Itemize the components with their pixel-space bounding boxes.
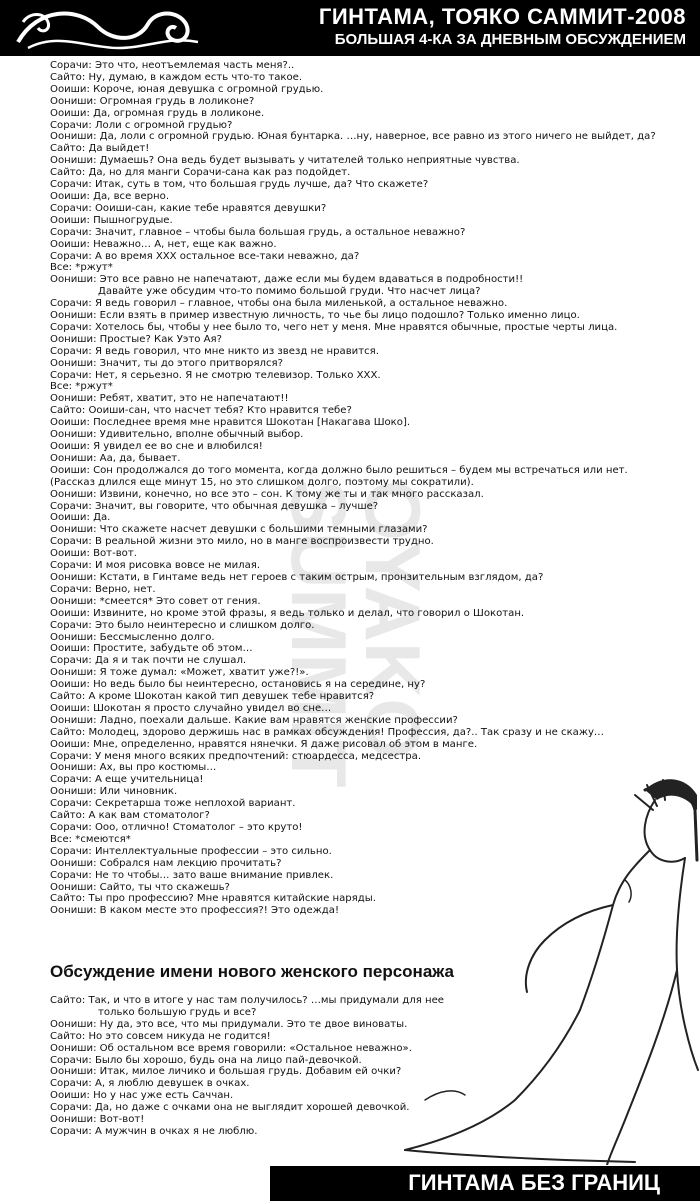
dialogue-line: Оониши: Ребят, хватит, это не напечатают!! <box>50 393 289 405</box>
dialogue-line: Ооиши: Извините, но кроме этой фразы, я ведь только и делал, что говорил о Шокотан. <box>50 607 525 619</box>
dialogue-line: Ооиши: Но ведь было бы неинтересно, остановись я на середине, ну? <box>50 679 426 691</box>
dialogue-line: Сорачи: Значит, вы говорите, что обычная девушка – лучше? <box>50 500 379 512</box>
dialogue-line: Сорачи: А мужчин в очках я не люблю. <box>50 1125 258 1137</box>
dialogue-line: Ооиши: Простите, забудьте об этом… <box>50 643 253 655</box>
dialogue-line: Сорачи: Нет, я серьезно. Я не смотрю телевизор. Только XXX. <box>50 369 381 381</box>
dialogue-line: Сорачи: Не то чтобы… зато ваше внимание привлек. <box>50 869 334 881</box>
dialogue-line: Оониши: Огромная грудь в лоликоне? <box>50 95 255 107</box>
dialogue-line: Сорачи: Итак, суть в том, что большая грудь лучше, да? Что скажете? <box>50 179 429 191</box>
dialogue-line: Оониши: Бессмысленно долго. <box>50 631 215 643</box>
dialogue-line: Ооиши: Да. <box>50 512 111 524</box>
dialogue-line: Сайто: А кроме Шокотан какой тип девушек тебе нравится? <box>50 691 375 703</box>
dialogue-line: Оониши: Ладно, поехали дальше. Какие вам нравятся женские профессии? <box>50 714 458 726</box>
dialogue-line: Сорачи: Верно, нет. <box>50 583 156 595</box>
dialogue-line: Сорачи: Ооо, отлично! Стоматолог – это круто! <box>50 822 303 833</box>
page-footer <box>270 1166 700 1201</box>
dialogue-line: Сорачи: А во время XXX остальное все-таки неважно, да? <box>50 250 360 262</box>
dialogue-line: Ооиши: Да, все верно. <box>50 190 170 202</box>
footer-title: ГИНТАМА БЕЗ ГРАНИЦ <box>408 1170 660 1195</box>
dialogue-line: Ооиши: Но у нас уже есть Саччан. <box>50 1090 234 1102</box>
dialogue-line: Оониши: В каком месте это профессия?! Это одежда! <box>50 905 340 917</box>
header-subtitle: БОЛЬШАЯ 4-КА ЗА ДНЕВНЫМ ОБСУЖДЕНИЕМ <box>334 31 686 48</box>
dialogue-line: Оониши: Значит, ты до этого притворялся? <box>50 357 283 369</box>
dialogue-line: Оониши: Удивительно, вполне обычный выбор. <box>50 429 304 441</box>
dialogue-line: Сорачи: Секретарша тоже неплохой вариант. <box>50 798 296 810</box>
dialogue-line: Сайто: Ну, думаю, в каждом есть что-то такое. <box>50 71 303 83</box>
dialogue-section-main <box>50 60 690 917</box>
dialogue-line: Ооиши: Пышногрудые. <box>50 214 173 226</box>
swirl-ornament-icon <box>8 2 208 54</box>
dialogue-line: Сорачи: Лоли с огромной грудью? <box>50 119 233 131</box>
dialogue-line: Сайто: Ооиши-сан, что насчет тебя? Кто нравится тебе? <box>50 405 352 417</box>
dialogue-line: Сорачи: Было бы хорошо, будь она на лицо пай-девочкой. <box>50 1054 362 1066</box>
dialogue-line: Сорачи: А, я люблю девушек в очках. <box>50 1078 250 1090</box>
dialogue-line: Оониши: Сайто, ты что скажешь? <box>50 881 230 893</box>
dialogue-line: Ооиши: Мне, определенно, нравятся нянечки. Я даже рисовал об этом в манге. <box>50 738 478 750</box>
dialogue-line: Оониши: Простые? Как Уэто Ая? <box>50 333 222 345</box>
dialogue-line: Оониши: Думаешь? Она ведь будет вызывать у читателей только неприятные чувства. <box>50 155 520 167</box>
dialogue-line: Оониши: Да, лоли с огромной грудью. Юная бунтарка. …ну, наверное, все равно из этого ничего не выйдет, да? <box>50 131 656 143</box>
dialogue-line: (Рассказ длился еще минут 15, но это слишком долго, поэтому мы сократили). <box>50 476 474 488</box>
dialogue-line: Оониши: *смеется* Это совет от гения. <box>50 595 261 607</box>
dialogue-line: Сорачи: Я ведь говорил, что мне никто из звезд не нравится. <box>50 345 379 357</box>
dialogue-line: Оониши: Ну да, это все, что мы придумали. Это те двое виноваты. <box>50 1018 408 1030</box>
header-title: ГИНТАМА, ТОЯКО САММИТ-2008 <box>318 4 686 29</box>
section-heading: Обсуждение имени нового женского персонажа <box>50 962 454 981</box>
dialogue-line: Ооиши: Да, огромная грудь в лоликоне. <box>50 107 265 119</box>
dialogue-line: Оониши: Об остальном все время говорили: «Остальное неважно». <box>50 1042 412 1054</box>
dialogue-line: Оониши: Это все равно не напечатают, даже если мы будем вдаваться в подробности!! <box>50 274 524 286</box>
dialogue-line: Ооиши: Последнее время мне нравится Шокотан [Накагава Шоко]. <box>50 417 411 429</box>
dialogue-line: Все: *ржут* <box>50 262 113 274</box>
dialogue-line: Ооиши: Я увидел ее во сне и влюбился! <box>50 441 263 452</box>
dialogue-line: Оониши: Вот-вот! <box>50 1114 145 1126</box>
dialogue-line: Сайто: А как вам стоматолог? <box>50 810 210 822</box>
dialogue-line: Сорачи: И моя рисовка вовсе не милая. <box>50 560 261 572</box>
dialogue-line: Все: *смеются* <box>50 833 131 845</box>
watermark-text: OYAKO SUMMIT <box>275 480 437 788</box>
dialogue-line: Сорачи: Это было неинтересно и слишком долго. <box>50 619 315 631</box>
dialogue-line: Сорачи: В реальной жизни это мило, но в манге воспроизвести трудно. <box>50 536 434 548</box>
dialogue-line: Оониши: Собрался нам лекцию прочитать? <box>50 857 282 869</box>
dialogue-line: Сорачи: У меня много всяких предпочтений: стюардесса, медсестра. <box>50 750 422 762</box>
dialogue-line: Ооиши: Шокотан я просто случайно увидел во сне… <box>50 702 332 714</box>
dialogue-line: Сорачи: Интеллектуальные профессии – это сильно. <box>50 845 332 857</box>
dialogue-line: Оониши: Кстати, в Гинтаме ведь нет героев с таким острым, пронзительным взглядом, да? <box>50 571 544 583</box>
dialogue-line: Сорачи: Значит, главное – чтобы была большая грудь, а остальное неважно? <box>50 226 466 238</box>
dialogue-line: Сорачи: Да я и так почти не слушал. <box>50 655 247 667</box>
dialogue-line: Сайто: Молодец, здорово держишь нас в рамках обсуждения! Профессия, да?.. Так сразу и не скажу… <box>50 726 605 738</box>
dialogue-line: Сайто: Ты про профессию? Мне нравятся китайские наряды. <box>50 893 376 905</box>
dialogue-line: Давайте уже обсудим что-то помимо большой груди. Что насчет лица? <box>98 286 481 298</box>
dialogue-line: Сорачи: Это что, неотъемлемая часть меня?.. <box>50 60 295 71</box>
dialogue-line: Оониши: Ах, вы про костюмы… <box>50 762 217 774</box>
dialogue-line: Ооиши: Неважно… А, нет, еще как важно. <box>50 238 277 250</box>
dialogue-line: Сайто: Да выйдет! <box>50 143 150 155</box>
dialogue-line: Сорачи: Хотелось бы, чтобы у нее было то, чего нет у меня. Мне нравятся обычные, простые черты лица. <box>50 321 618 333</box>
dialogue-line: Оониши: Итак, милое личико и большая грудь. Добавим ей очки? <box>50 1066 402 1078</box>
dialogue-line: Ооиши: Сон продолжался до того момента, когда должно было решиться – будем мы встречаться или нет. <box>50 464 628 476</box>
dialogue-line: Оониши: Что скажете насчет девушки с большими темными глазами? <box>50 524 428 536</box>
dialogue-line: Оониши: Я тоже думал: «Может, хватит уже?!». <box>50 667 309 679</box>
dialogue-line: Оониши: Если взять в пример известную личность, то чье бы лицо подошло? Только именно лицо. <box>50 310 580 322</box>
dialogue-line: Сорачи: Да, но даже с очками она не выглядит хорошей девочкой. <box>50 1102 410 1114</box>
dialogue-line: Сайто: Так, и что в итоге у нас там получилось? …мы придумали для нее <box>50 995 444 1006</box>
dialogue-line: Оониши: Или чиновник. <box>50 786 178 798</box>
dialogue-line: Сорачи: А еще учительница! <box>50 774 204 786</box>
dialogue-line: Оониши: Извини, конечно, но все это – сон. К тому же ты и так много рассказал. <box>50 488 484 500</box>
dialogue-line: Сайто: Но это совсем никуда не годится! <box>50 1030 271 1042</box>
dialogue-line: Ооиши: Вот-вот. <box>50 548 137 560</box>
page-header <box>0 0 700 56</box>
dialogue-line: Оониши: Аа, да, бывает. <box>50 452 181 464</box>
dialogue-line: только большую грудь и все? <box>98 1006 257 1018</box>
dialogue-line: Сайто: Да, но для манги Сорачи-сана как раз подойдет. <box>50 167 351 179</box>
dialogue-section-name <box>50 995 690 1138</box>
dialogue-line: Ооиши: Короче, юная девушка с огромной грудью. <box>50 83 324 95</box>
dialogue-line: Сорачи: Ооиши-сан, какие тебе нравятся девушки? <box>50 202 327 214</box>
dialogue-line: Сорачи: Я ведь говорил – главное, чтобы она была миленькой, а остальное неважно. <box>50 298 508 310</box>
dialogue-line: Все: *ржут* <box>50 381 113 393</box>
